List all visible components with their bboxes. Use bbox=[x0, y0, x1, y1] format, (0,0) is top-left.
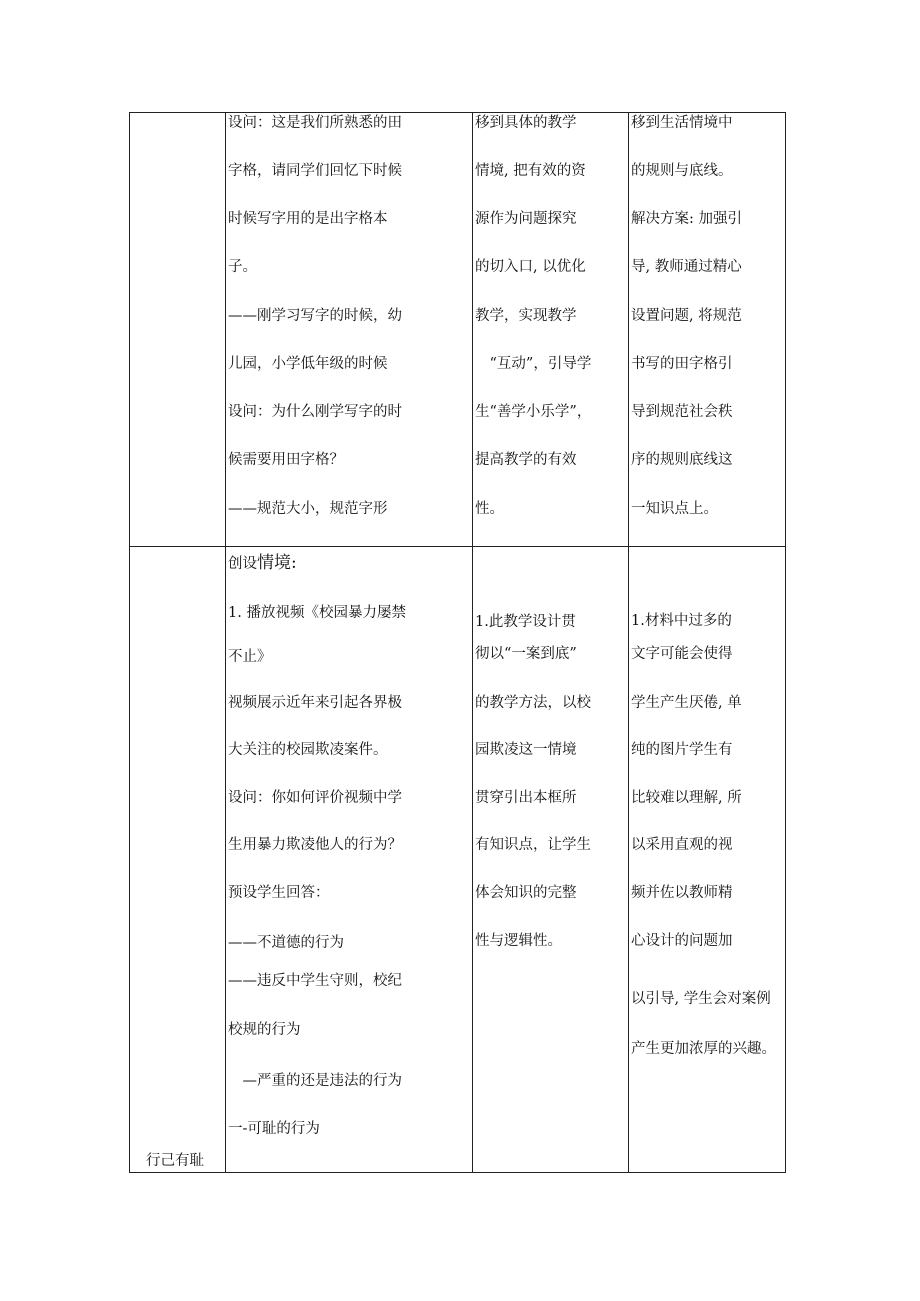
heading-prefix: 创设 bbox=[228, 556, 257, 572]
text-line: 导, 教师通过精心 bbox=[631, 259, 742, 275]
table-border-left bbox=[129, 112, 130, 1173]
text-line: ——违反中学生守则，校纪 bbox=[228, 973, 402, 989]
text-line: 源作为问题探究 bbox=[475, 211, 577, 227]
text-line: 性。 bbox=[475, 501, 504, 517]
text-line: 彻以“一案到底” bbox=[475, 646, 577, 662]
text-line: 一知识点上。 bbox=[631, 501, 718, 517]
text-line: 贯穿引出本框所 bbox=[475, 790, 577, 806]
heading-main: 情境: bbox=[257, 553, 297, 573]
text-line: 时候写字用的是出字格本 bbox=[228, 211, 388, 227]
text-line: 以引导, 学生会对案例 bbox=[631, 991, 771, 1007]
text-line: 一-可耻的行为 bbox=[228, 1121, 320, 1137]
table-border-bottom bbox=[129, 1172, 786, 1173]
text-line: 生“善学小乐学”， bbox=[475, 404, 592, 420]
text-line: 心设计的问题加 bbox=[631, 933, 733, 949]
text-line: 情境, 把有效的资 bbox=[475, 163, 586, 179]
table-divider-2 bbox=[472, 112, 473, 1173]
text-line: 产生更加浓厚的兴趣。 bbox=[631, 1041, 776, 1057]
text-line: 预设学生回答： bbox=[228, 885, 330, 901]
text-line: 1. 播放视频《校园暴力屡禁 bbox=[228, 605, 406, 621]
text-line: 移到具体的教学 bbox=[475, 115, 577, 131]
text-line: 1.材料中过多的 bbox=[631, 613, 732, 629]
table-divider-3 bbox=[628, 112, 629, 1173]
table-border-right bbox=[785, 112, 786, 1173]
text-line: 候需要用田字格？ bbox=[228, 452, 344, 468]
text-line: 提高教学的有效 bbox=[475, 452, 577, 468]
text-line: 序的规则底线这 bbox=[631, 452, 733, 468]
text-line: 书写的田字格引 bbox=[631, 356, 733, 372]
text-line: 子。 bbox=[228, 259, 257, 275]
text-line: 1.此教学设计贯 bbox=[475, 614, 576, 630]
topic-label: 行己有耻 bbox=[146, 1153, 204, 1169]
row-divider bbox=[129, 546, 786, 547]
text-line: —严重的还是违法的行为 bbox=[228, 1073, 402, 1089]
text-line: 园欺凌这一情境 bbox=[475, 742, 577, 758]
text-line: 体会知识的完整 bbox=[475, 885, 577, 901]
text-line: ——规范大小，规范字形 bbox=[228, 501, 388, 517]
section-heading bbox=[228, 554, 297, 573]
text-line: 解决方案: 加强引 bbox=[631, 211, 742, 227]
text-line: ——不道德的行为 bbox=[228, 935, 344, 951]
text-line: 设问：这是我们所熟悉的田 bbox=[228, 115, 402, 131]
text-line: 的切入口, 以优化 bbox=[475, 259, 586, 275]
table-border-top bbox=[129, 112, 786, 113]
table-divider-1 bbox=[225, 112, 226, 1173]
text-line: 视频展示近年来引起各界极 bbox=[228, 695, 402, 711]
text-line: 以采用直观的视 bbox=[631, 837, 733, 853]
text-line: 儿园，小学低年级的时候 bbox=[228, 356, 388, 372]
text-line: 的规则与底线。 bbox=[631, 163, 733, 179]
text-line: 设问：你如何评价视频中学 bbox=[228, 790, 402, 806]
text-line: 生用暴力欺凌他人的行为？ bbox=[228, 837, 402, 853]
text-line: “互动”，引导学 bbox=[475, 356, 592, 372]
text-line: 不止》 bbox=[228, 649, 272, 665]
text-line: 纯的图片学生有 bbox=[631, 742, 733, 758]
text-line: 字格，请同学们回忆下时候 bbox=[228, 163, 402, 179]
text-line: 文字可能会使得 bbox=[631, 646, 733, 662]
text-line: 导到规范社会秩 bbox=[631, 404, 733, 420]
text-line: 移到生活情境中 bbox=[631, 115, 733, 131]
text-line: 校规的行为 bbox=[228, 1022, 301, 1038]
text-line: 性与逻辑性。 bbox=[475, 933, 562, 949]
text-line: 比较难以理解, 所 bbox=[631, 790, 742, 806]
text-line: ——刚学习写字的时候，幼 bbox=[228, 308, 402, 324]
text-line: 学生产生厌倦, 单 bbox=[631, 695, 742, 711]
text-line: 的教学方法，以校 bbox=[475, 695, 591, 711]
text-line: 有知识点，让学生 bbox=[475, 837, 591, 853]
text-line: 设置问题, 将规范 bbox=[631, 308, 742, 324]
text-line: 设问：为什么刚学写字的时 bbox=[228, 404, 402, 420]
text-line: 教学，实现教学 bbox=[475, 308, 577, 324]
text-line: 频并佐以教师精 bbox=[631, 885, 733, 901]
text-line: 大关注的校园欺凌案件。 bbox=[228, 742, 388, 758]
